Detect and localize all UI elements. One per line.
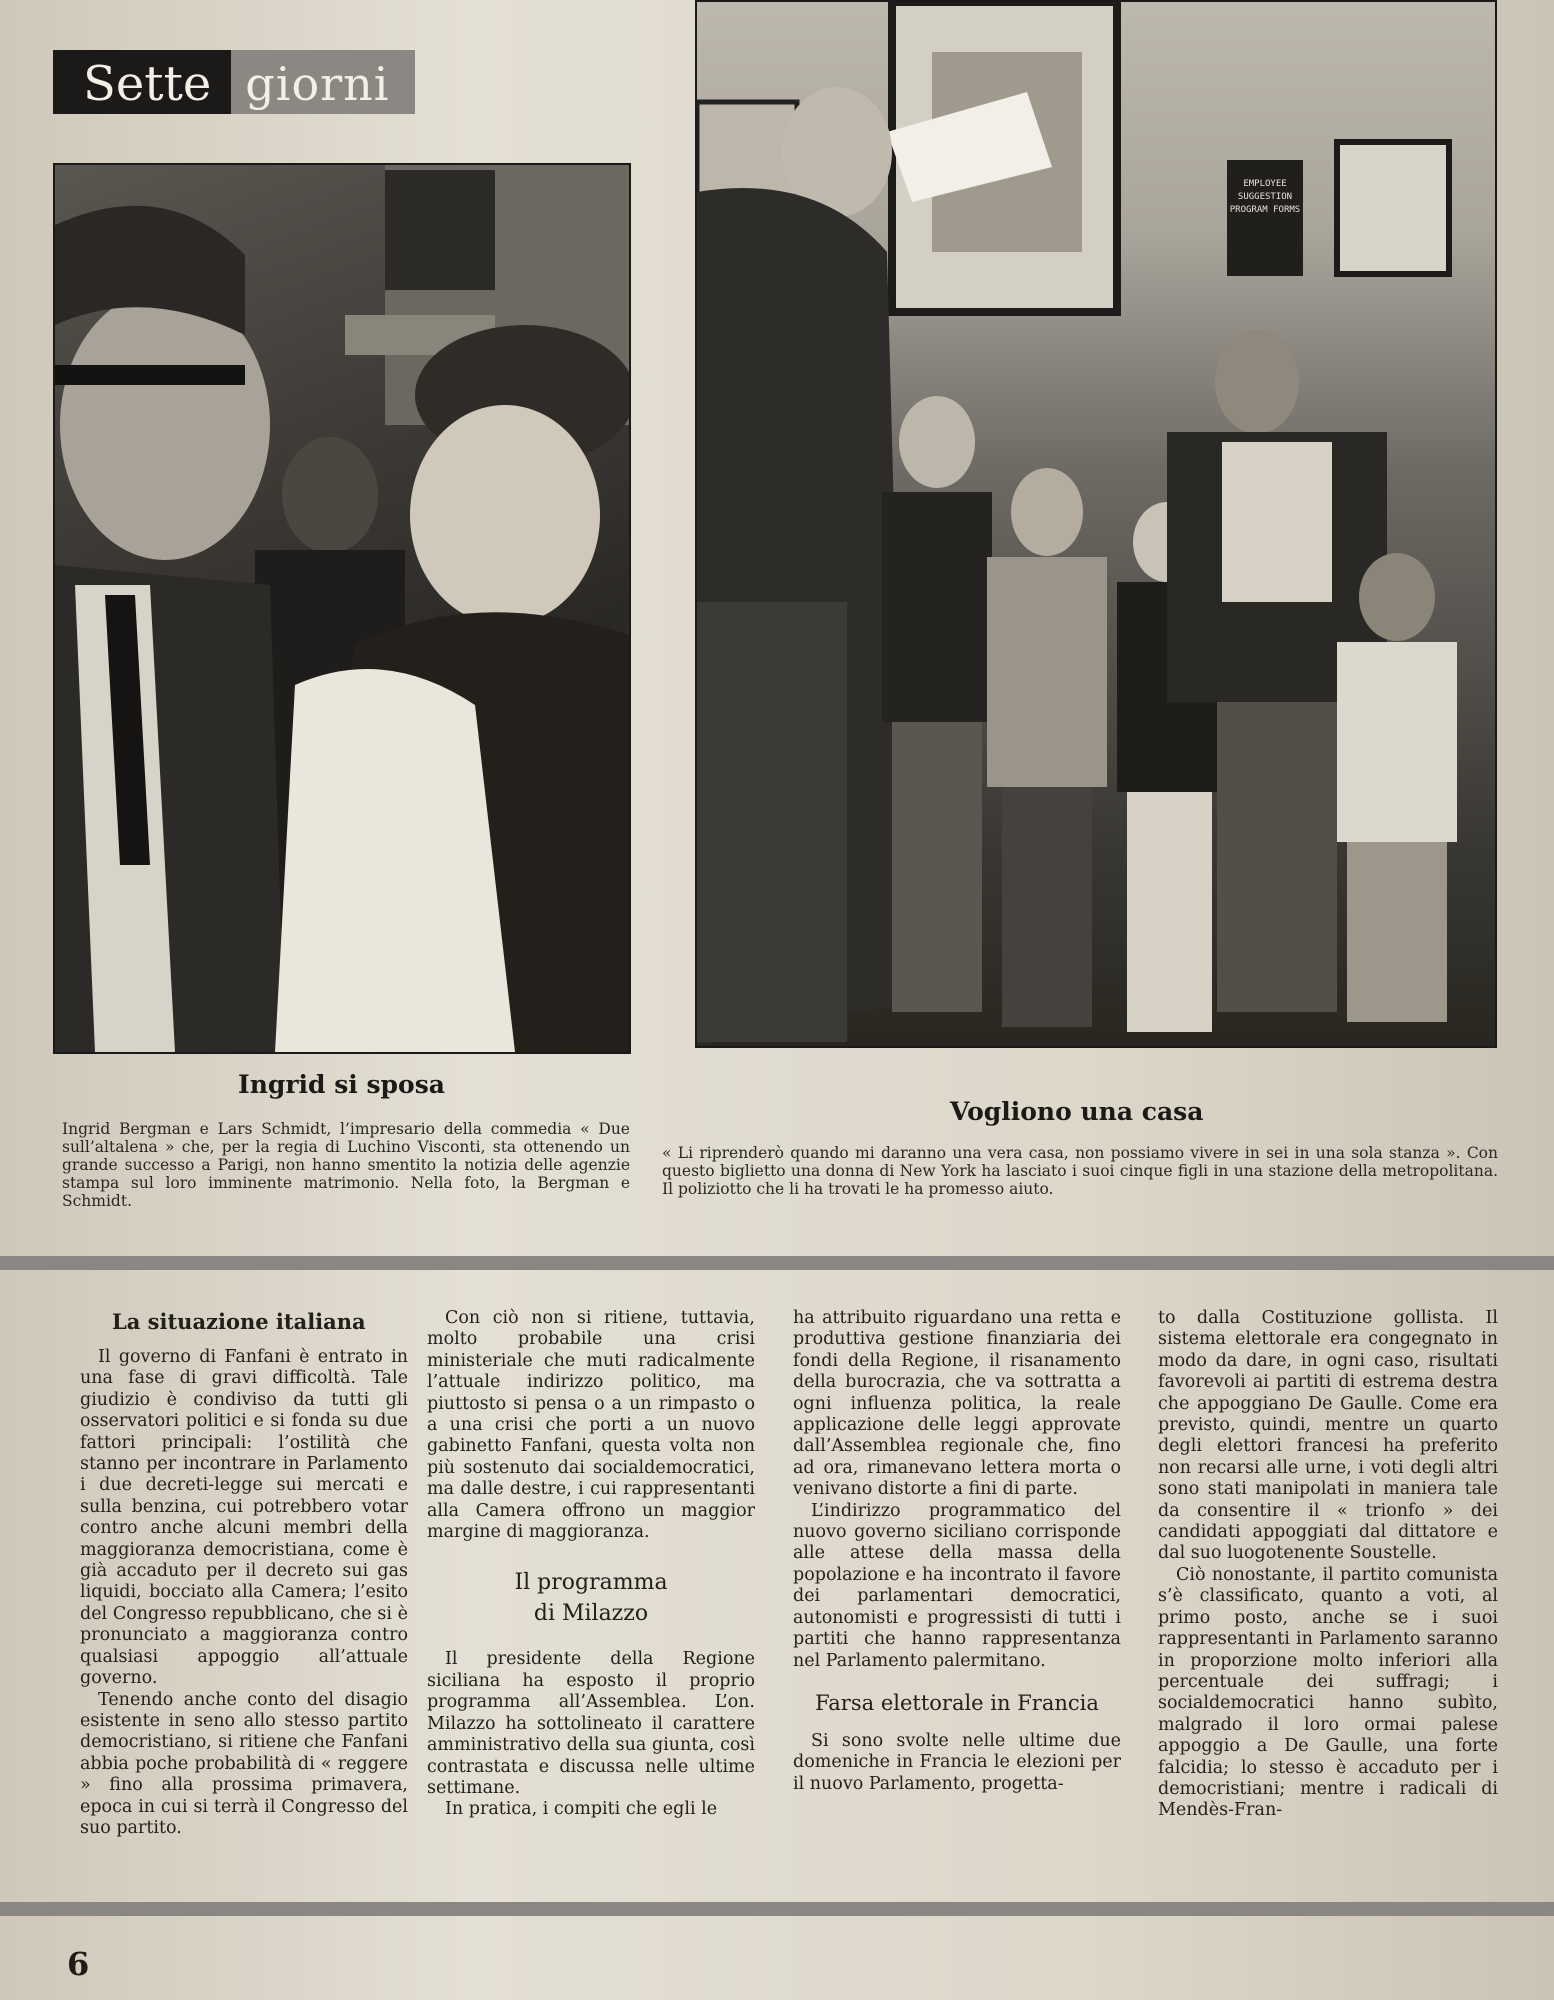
heading-programma-milazzo (427, 1567, 755, 1629)
col2-paragraph-2: Il presidente della Regione siciliana ha esposto il proprio programma all’Assemblea. L’on. Milazzo ha sottolineato il carattere amministrativo della sua giunta, così contrastata e discussa nelle ultime settimane. (427, 1649, 755, 1798)
masthead-word-2: giorni (231, 50, 415, 114)
article-column-2 (427, 1308, 755, 1821)
col3-paragraph-1: ha attribuito riguardano una retta e produttiva gestione finanziaria dei fondi della Regione, il risanamento della burocrazia, che va sottratta a ogni influenza politica, la reale applicazione delle leggi approvate dall’Assemblea regionale che, fino ad ora, rimanevano lettera morta o venivano distorte a fini di parte. (793, 1308, 1121, 1500)
heading-programma-line-1: Il programma (514, 1570, 668, 1596)
section-masthead (53, 50, 415, 114)
col2-paragraph-3: In pratica, i compiti che egli le (445, 1799, 718, 1820)
heading-farsa-elettorale: Farsa elettorale in Francia (815, 1690, 1099, 1715)
article-column-1 (80, 1308, 408, 1839)
col1-paragraph-2: Tenendo anche conto del disagio esistente in seno allo stesso partito democristiano, si ritiene che Fanfani abbia poche probabilità di « reggere » fino alla prossima primavera, epoca in cui si terrà il Congresso del suo partito. (80, 1689, 408, 1838)
page-number: 6 (67, 1945, 90, 1983)
divider-bottom (0, 1902, 1554, 1916)
photo-policeman-children-illustration (697, 2, 1495, 1046)
wall-sign: EMPLOYEE SUGGESTION PROGRAM FORMS (1229, 179, 1301, 215)
col1-paragraph-1: Il governo di Fanfani è entrato in una fase di gravi difficoltà. Tale giudizio è condiviso da tutti gli osservatori politici e si fonda su due fattori principali: l’ostilità che stanno per incontrare in Parlamento i due decreti-legge sui mercati e sulla benzina, cui potrebbero votar contro anche alcuni membri della maggioranza democristiana, come è già accaduto per il decreto sui gas liquidi, bocciato alla Camera; l’esito del Congresso repubblicano, che si è pronunciato a maggioranza contro qualsiasi appoggio all’attuale governo. (80, 1347, 408, 1689)
left-photo-title: Ingrid si sposa (238, 1070, 445, 1099)
col3-paragraph-2: L’indirizzo programmatico del nuovo governo siciliano corrisponde alle attese della massa della popolazione e ha incontrato il favore dei parlamentari democratici, autonomisti e progressisti di tutti i partiti che hanno rappresentanza nel Parlamento palermitano. (793, 1500, 1121, 1671)
right-photo-title: Vogliono una casa (950, 1097, 1204, 1126)
col3-paragraph-3: Si sono svolte nelle ultime due domeniche in Francia le elezioni per il nuovo Parlamento, progetta- (793, 1730, 1121, 1794)
col4-paragraph-1: to dalla Costituzione gollista. Il sistema elettorale era congegnato in modo da dare, in ogni caso, risultati favorevoli ai partiti di estrema destra che appoggiano De Gaulle. Come era previsto, quindi, mentre un quarto degli elettori francesi ha preferito non recarsi alle urne, i voti degli altri sono stati manipolati in maniera tale da consentire il « trionfo » dei candidati appoggiati dal dittatore e dal suo luogotenente Soustelle. (1158, 1308, 1498, 1564)
photo-bergman-schmidt (53, 163, 631, 1054)
heading-programma-line-2: di Milazzo (533, 1601, 649, 1627)
right-photo-caption: « Li riprenderò quando mi daranno una vera casa, non possiamo vivere in sei in una sola stanza ». Con questo biglietto una donna di New York ha lasciato i suoi cinque figli in una stazione della metropolitana. Il poliziotto che li ha trovati le ha promesso aiuto. (662, 1144, 1498, 1198)
photo-policeman-children (695, 0, 1497, 1048)
masthead-word-1: Sette (53, 50, 231, 114)
left-photo-caption: Ingrid Bergman e Lars Schmidt, l’impresario della commedia « Due sull’altalena » che, per la regia di Luchino Visconti, sta ottenendo un grande successo a Parigi, non hanno smentito la notizia delle agenzie stampa sul loro imminente matrimonio. Nella foto, la Bergman e Schmidt. (62, 1120, 630, 1210)
article-column-3 (793, 1308, 1121, 1795)
heading-situazione-italiana: La situazione italiana (112, 1309, 366, 1334)
photo-bergman-schmidt-illustration (55, 165, 629, 1052)
divider-top (0, 1256, 1554, 1270)
col4-paragraph-2: Ciò nonostante, il partito comunista s’è classificato, quanto a voti, al primo posto, anche se i suoi rappresentanti in Parlamento saranno in proporzione molto inferiori alla percentuale dei suffragi; i socialdemocratici hanno subìto, malgrado il loro ormai palese appoggio a De Gaulle, una forte falcidia; lo stesso è accaduto per i democristiani; mentre i radicali di Mendès-Fran- (1158, 1564, 1498, 1821)
col2-paragraph-1: Con ciò non si ritiene, tuttavia, molto probabile una crisi ministeriale che muti radicalmente l’attuale indirizzo politico, ma piuttosto si pensa o a un rimpasto o a una crisi che porti a un nuovo gabinetto Fanfani, questa volta non più sostenuto dai socialdemocratici, ma dalle destre, i cui rappresentanti alla Camera offrono un maggior margine di maggioranza. (427, 1308, 755, 1543)
article-column-4 (1158, 1308, 1498, 1822)
